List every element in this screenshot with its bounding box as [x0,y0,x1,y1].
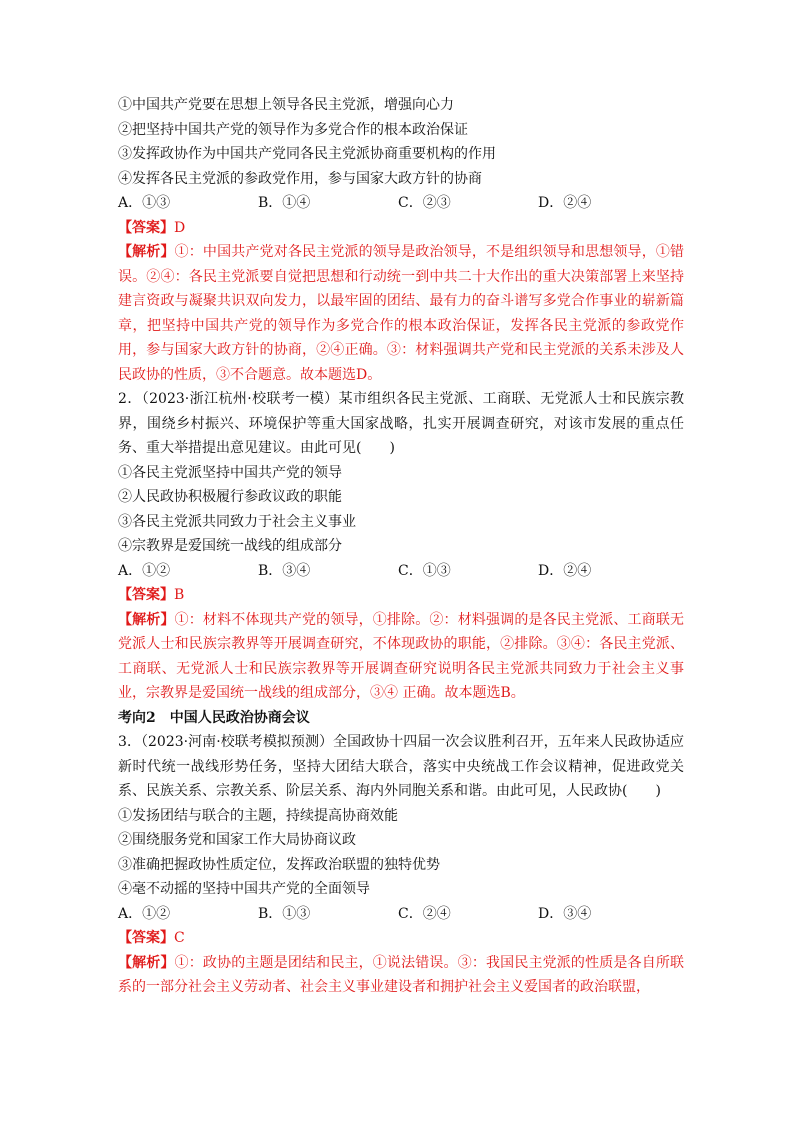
q2-options [118,559,684,584]
q2-answer-value: B [174,587,185,603]
q1-analysis-tag: 【解析】 [118,244,175,260]
q3-answer [118,926,684,951]
q2-answer [118,583,684,608]
q2-item-2: ②人民政协积极履行参政议政的职能 [118,489,342,505]
q2-answer-tag: 【答案】 [118,587,174,603]
q3-stem: 3．（2023·河南·校联考模拟预测）全国政协十四届一次会议胜利召开，五年来人民政协适应新时代统一战线形势任务，坚持大团结大联合，落实中央统战工作会议精神，促进政党关系、民族关系、宗教关系、阶层关系、海内外同胞关系和谐。由此可见，人民政协( ) [118,734,684,799]
q1-answer [118,216,684,241]
q2-analysis-tag: 【解析】 [118,611,175,628]
q2-analysis [118,608,684,706]
document-page [118,93,684,1000]
q1-analysis-text: ①：中国共产党对各民主党派的领导是政治领导，不是组织领导和思想领导，①错误。②④：各民主党派要自觉把思想和行动统一到中共二十大作出的重大决策部署上来坚持建言资政与凝聚共识双向发力，以最牢固的团结、最有力的奋斗谱写多党合作事业的崭新篇章，把坚持中国共产党的领导作为多党合作的根本政治保证，发挥各民主党派的参政党作用，参与国家大政方针的协商，②④正确。③：材料强调共产党和民主党派的关系未涉及人民政协的性质，③不合题意。故本题选D。 [118,244,685,383]
q1-answer-value: D [174,219,186,236]
q1-options [118,191,684,216]
q1-item-1: ①中国共产党要在思想上领导各民主党派，增强向心力 [118,97,454,113]
q1-item-4: ④发挥各民主党派的参政党作用，参与国家大政方针的协商 [118,170,482,187]
q1-analysis [118,240,684,387]
q3-item-3: ③准确把握政协性质定位，发挥政治联盟的独特优势 [118,856,440,873]
q1-item-3: ③发挥政协作为中国共产党同各民主党派协商重要机构的作用 [118,146,496,162]
q3-answer-value: C [174,930,185,946]
q1-option-c: C．②③ [398,195,451,211]
q3-item-4: ④毫不动摇的坚持中国共产党的全面领导 [118,881,370,897]
q1-option-b: B．①④ [258,195,311,211]
q1-answer-tag: 【答案】 [118,219,174,236]
q2-item-4: ④宗教界是爱国统一战线的组成部分 [118,538,342,554]
q3-analysis-tag: 【解析】 [118,954,175,971]
q3-analysis-text: ①：政协的主题是团结和民主，①说法错误。③：我国民主党派的性质是各自所联系的一部分社会主义劳动者、社会主义事业建设者和拥护社会主义爱国者的政治联盟， [118,954,685,995]
q2-option-d: D．②④ [538,562,592,579]
q1-option-a: A．①③ [118,195,171,211]
q3-option-a: A．①② [118,905,171,922]
q3-option-c: C．②④ [398,905,451,922]
q3-item-2: ②围绕服务党和国家工作大局协商议政 [118,832,356,848]
q2-stem: 2．（2023·浙江杭州·校联考一模）某市组织各民主党派、工商联、无党派人士和民族宗教界，围绕乡村振兴、环境保护等重大国家战略，扎实开展调查研究，对该市发展的重点任务、重大举措提出意见建议。由此可见( ) [118,391,684,456]
q2-item-1: ①各民主党派坚持中国共产党的领导 [118,464,342,481]
q1-option-d: D．②④ [538,195,592,211]
q3-answer-tag: 【答案】 [118,930,174,946]
q3-analysis [118,951,684,1000]
q3-item-1: ①发扬团结与联合的主题，持续提高协商效能 [118,807,398,824]
q3-option-b: B．①③ [258,905,311,922]
q3-option-d: D．③④ [538,905,592,922]
q3-options [118,902,684,927]
q2-option-c: C．①③ [398,562,451,579]
q2-item-3: ③各民主党派共同致力于社会主义事业 [118,513,356,530]
q2-option-a: A．①② [118,562,171,579]
section-heading: 考向2 中国人民政治协商会议 [118,709,310,726]
q2-option-b: B．③④ [258,562,311,579]
q1-item-2: ②把坚持中国共产党的领导作为多党合作的根本政治保证 [118,121,468,138]
q2-analysis-text: ①：材料不体现共产党的领导，①排除。②：材料强调的是各民主党派、工商联无党派人士和民族宗教界等开展调查研究，不体现政协的职能，②排除。③④：各民主党派、工商联、无党派人士和民族宗教界等开展调查研究说明各民主党派共同致力于社会主义事业，宗教界是爱国统一战线的组成部分，③④ 正确。故本题选B。 [118,611,685,701]
